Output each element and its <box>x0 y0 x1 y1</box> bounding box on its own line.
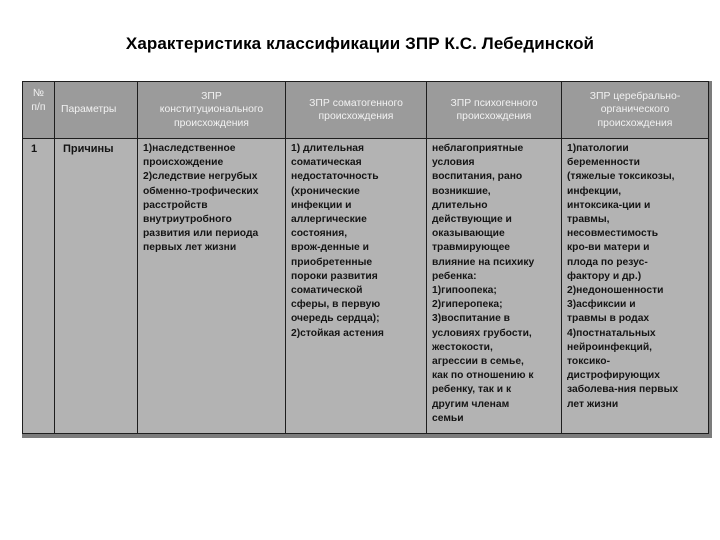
cell-text-line: Параметры <box>61 104 117 116</box>
classification-table <box>22 81 709 434</box>
table-shadow <box>22 81 712 438</box>
table-header-row <box>23 82 709 139</box>
cell-text-line: сферы, в первую <box>291 299 381 311</box>
cell-text-line: происхождения <box>456 111 532 122</box>
cell-text-line: происхождение <box>143 157 224 169</box>
cell-text-line: ребенку, так и к <box>432 384 512 396</box>
psychogenic-causes-cell <box>427 139 562 434</box>
cell-text-line: длительно <box>432 199 488 211</box>
cell-text-line: п/п <box>31 102 46 113</box>
cell-text-line: кро-ви матери и <box>567 242 650 254</box>
cell-text-line: инфекции, <box>567 185 622 197</box>
cell-text-line: 1) длительная <box>291 143 365 154</box>
cell-text-line: инфекции и <box>291 199 352 211</box>
slide-title: Характеристика классификации ЗПР К.С. Лебединской <box>125 34 595 53</box>
cell-text-line: органического <box>600 104 670 116</box>
somatogenic-causes-cell <box>286 139 427 434</box>
cell-text-line: соматическая <box>291 157 362 169</box>
header-cerebral-organic-cell <box>562 82 709 139</box>
cell-text-line: 1)патологии <box>567 143 629 154</box>
cell-text-line: фактору и др.) <box>567 270 642 282</box>
header-number-cell <box>23 82 55 139</box>
cell-text-line: условия <box>432 157 475 169</box>
cell-text-line: как по отношению к <box>432 370 534 382</box>
cell-text-line: ЗПР <box>201 90 222 102</box>
cell-text-line: № <box>32 88 45 99</box>
cell-text-line: 3)воспитание в <box>432 313 511 325</box>
cell-text-line: 2)гиперопека; <box>432 299 503 311</box>
cell-text-line: ЗПР соматогенного <box>309 97 403 109</box>
cell-text-line: 3)асфиксии и <box>567 299 636 311</box>
cell-text-line: врож-денные и <box>291 242 369 254</box>
cell-text-line: происхождения <box>318 111 394 122</box>
header-somatogenic-cell <box>286 82 427 139</box>
cell-text-line: 2)недоношенности <box>567 285 664 297</box>
cell-text-line: развития или периода <box>143 228 259 240</box>
cell-text-line: 4)постнатальных <box>567 327 656 339</box>
cell-text-line: пороки развития <box>291 270 378 282</box>
cerebral-organic-causes-cell <box>562 139 709 434</box>
cell-text-line: другим членам <box>432 398 510 410</box>
cell-text-line: внутриутробного <box>143 214 232 226</box>
cell-text-line: плода по резус- <box>567 256 648 268</box>
cell-text-line: недостаточность <box>291 171 379 183</box>
cell-text-line: расстройств <box>143 199 208 211</box>
cell-text-line: обменно-трофических <box>143 185 259 197</box>
row-parameter-cell: Причины <box>55 139 138 434</box>
cell-text-line: очередь сердца); <box>291 313 380 325</box>
cell-text-line: возникшие, <box>432 185 491 197</box>
cell-text-line: действующие и <box>432 214 512 226</box>
header-psychogenic-cell <box>427 82 562 139</box>
cell-text-line: (хронические <box>291 185 360 197</box>
cell-text-line: 1)гипоопека; <box>432 285 497 297</box>
cell-text-line: соматической <box>291 285 363 297</box>
cell-text-line: 2)следствие негрубых <box>143 171 258 183</box>
cell-text-line: ЗПР психогенного <box>450 97 538 109</box>
cell-text-line: конституционального <box>159 104 264 116</box>
cell-text-line: агрессии в семье, <box>432 356 524 368</box>
cell-text-line: беременности <box>567 157 641 169</box>
cell-text-line: несовместимость <box>567 228 659 240</box>
cell-text-line: первых лет жизни <box>143 242 237 254</box>
cell-text-line: нейроинфекций, <box>567 341 653 353</box>
cell-text-line: аллергические <box>291 214 367 226</box>
cell-text-line: травмы, <box>567 214 610 226</box>
cell-text-line: ребенка: <box>432 270 477 282</box>
cell-text-line: интоксика-ции и <box>567 199 651 211</box>
cell-text-line: 2)стойкая астения <box>291 327 384 339</box>
cell-text-line: токсико- <box>567 356 611 368</box>
cell-text-line: дистрофирующих <box>567 370 660 382</box>
cell-text-line: ЗПР церебрально- <box>589 90 681 102</box>
cell-text-line: происхождения <box>597 117 673 129</box>
cell-text-line: лет жизни <box>567 398 619 410</box>
cell-text-line: травмы в родах <box>567 313 650 325</box>
cell-text-line: оказывающие <box>432 228 505 240</box>
cell-text-line: заболева-ния первых <box>567 384 679 396</box>
cell-text-line: (тяжелые токсикозы, <box>567 171 675 183</box>
header-parameters-cell <box>55 82 138 139</box>
cell-text-line: приобретенные <box>291 256 373 268</box>
table-row-causes <box>23 139 709 434</box>
cell-text-line: происхождения <box>174 117 249 129</box>
cell-text-line: состояния, <box>291 228 348 240</box>
cell-text-line: воспитания, рано <box>432 171 523 183</box>
header-constitutional-cell <box>138 82 286 139</box>
row-number-cell: 1 <box>23 139 55 434</box>
cell-text-line: неблагоприятные <box>432 143 524 154</box>
cell-text-line: жестокости, <box>432 341 493 353</box>
cell-text-line: 1)наследственное <box>143 143 236 154</box>
constitutional-causes-cell <box>138 139 286 434</box>
cell-text-line: семьи <box>432 412 464 424</box>
cell-text-line: влияние на психику <box>432 256 535 268</box>
cell-text-line: условиях грубости, <box>432 327 532 339</box>
cell-text-line: травмирующее <box>432 242 511 254</box>
